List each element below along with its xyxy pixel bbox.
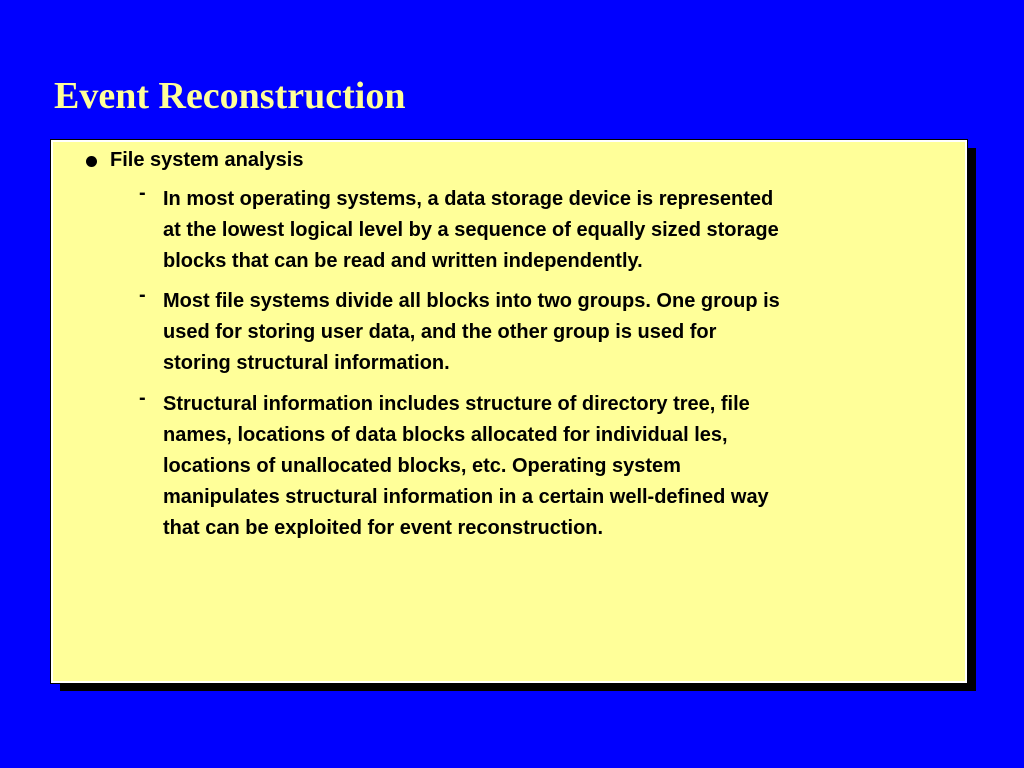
dash-bullet-icon: - [139, 182, 146, 204]
bullet-dot-icon [86, 156, 97, 167]
text-line: Most file systems divide all blocks into two groups. One group is [163, 290, 780, 312]
dash-bullet-icon: - [139, 387, 146, 409]
text-line: blocks that can be read and written independently. [163, 250, 643, 272]
slide-title: Event Reconstruction [54, 75, 406, 117]
text-line: names, locations of data blocks allocated for individual les, [163, 424, 728, 446]
sub-bullet-text [163, 184, 963, 277]
text-line: manipulates structural information in a certain well-defined way [163, 486, 769, 508]
text-line: at the lowest logical level by a sequence of equally sized storage [163, 219, 779, 241]
text-line: locations of unallocated blocks, etc. Operating system [163, 455, 681, 477]
dash-bullet-icon: - [139, 284, 146, 306]
sub-bullet-text [163, 286, 963, 379]
text-line: storing structural information. [163, 352, 450, 374]
content-box [51, 140, 967, 683]
text-line: In most operating systems, a data storage device is represented [163, 188, 774, 210]
text-line: Structural information includes structure of directory tree, file [163, 393, 750, 415]
sub-bullet-text [163, 389, 963, 544]
text-line: used for storing user data, and the other group is used for [163, 321, 717, 343]
bullet-text: File system analysis [110, 149, 304, 171]
text-line: that can be exploited for event reconstruction. [163, 517, 604, 539]
